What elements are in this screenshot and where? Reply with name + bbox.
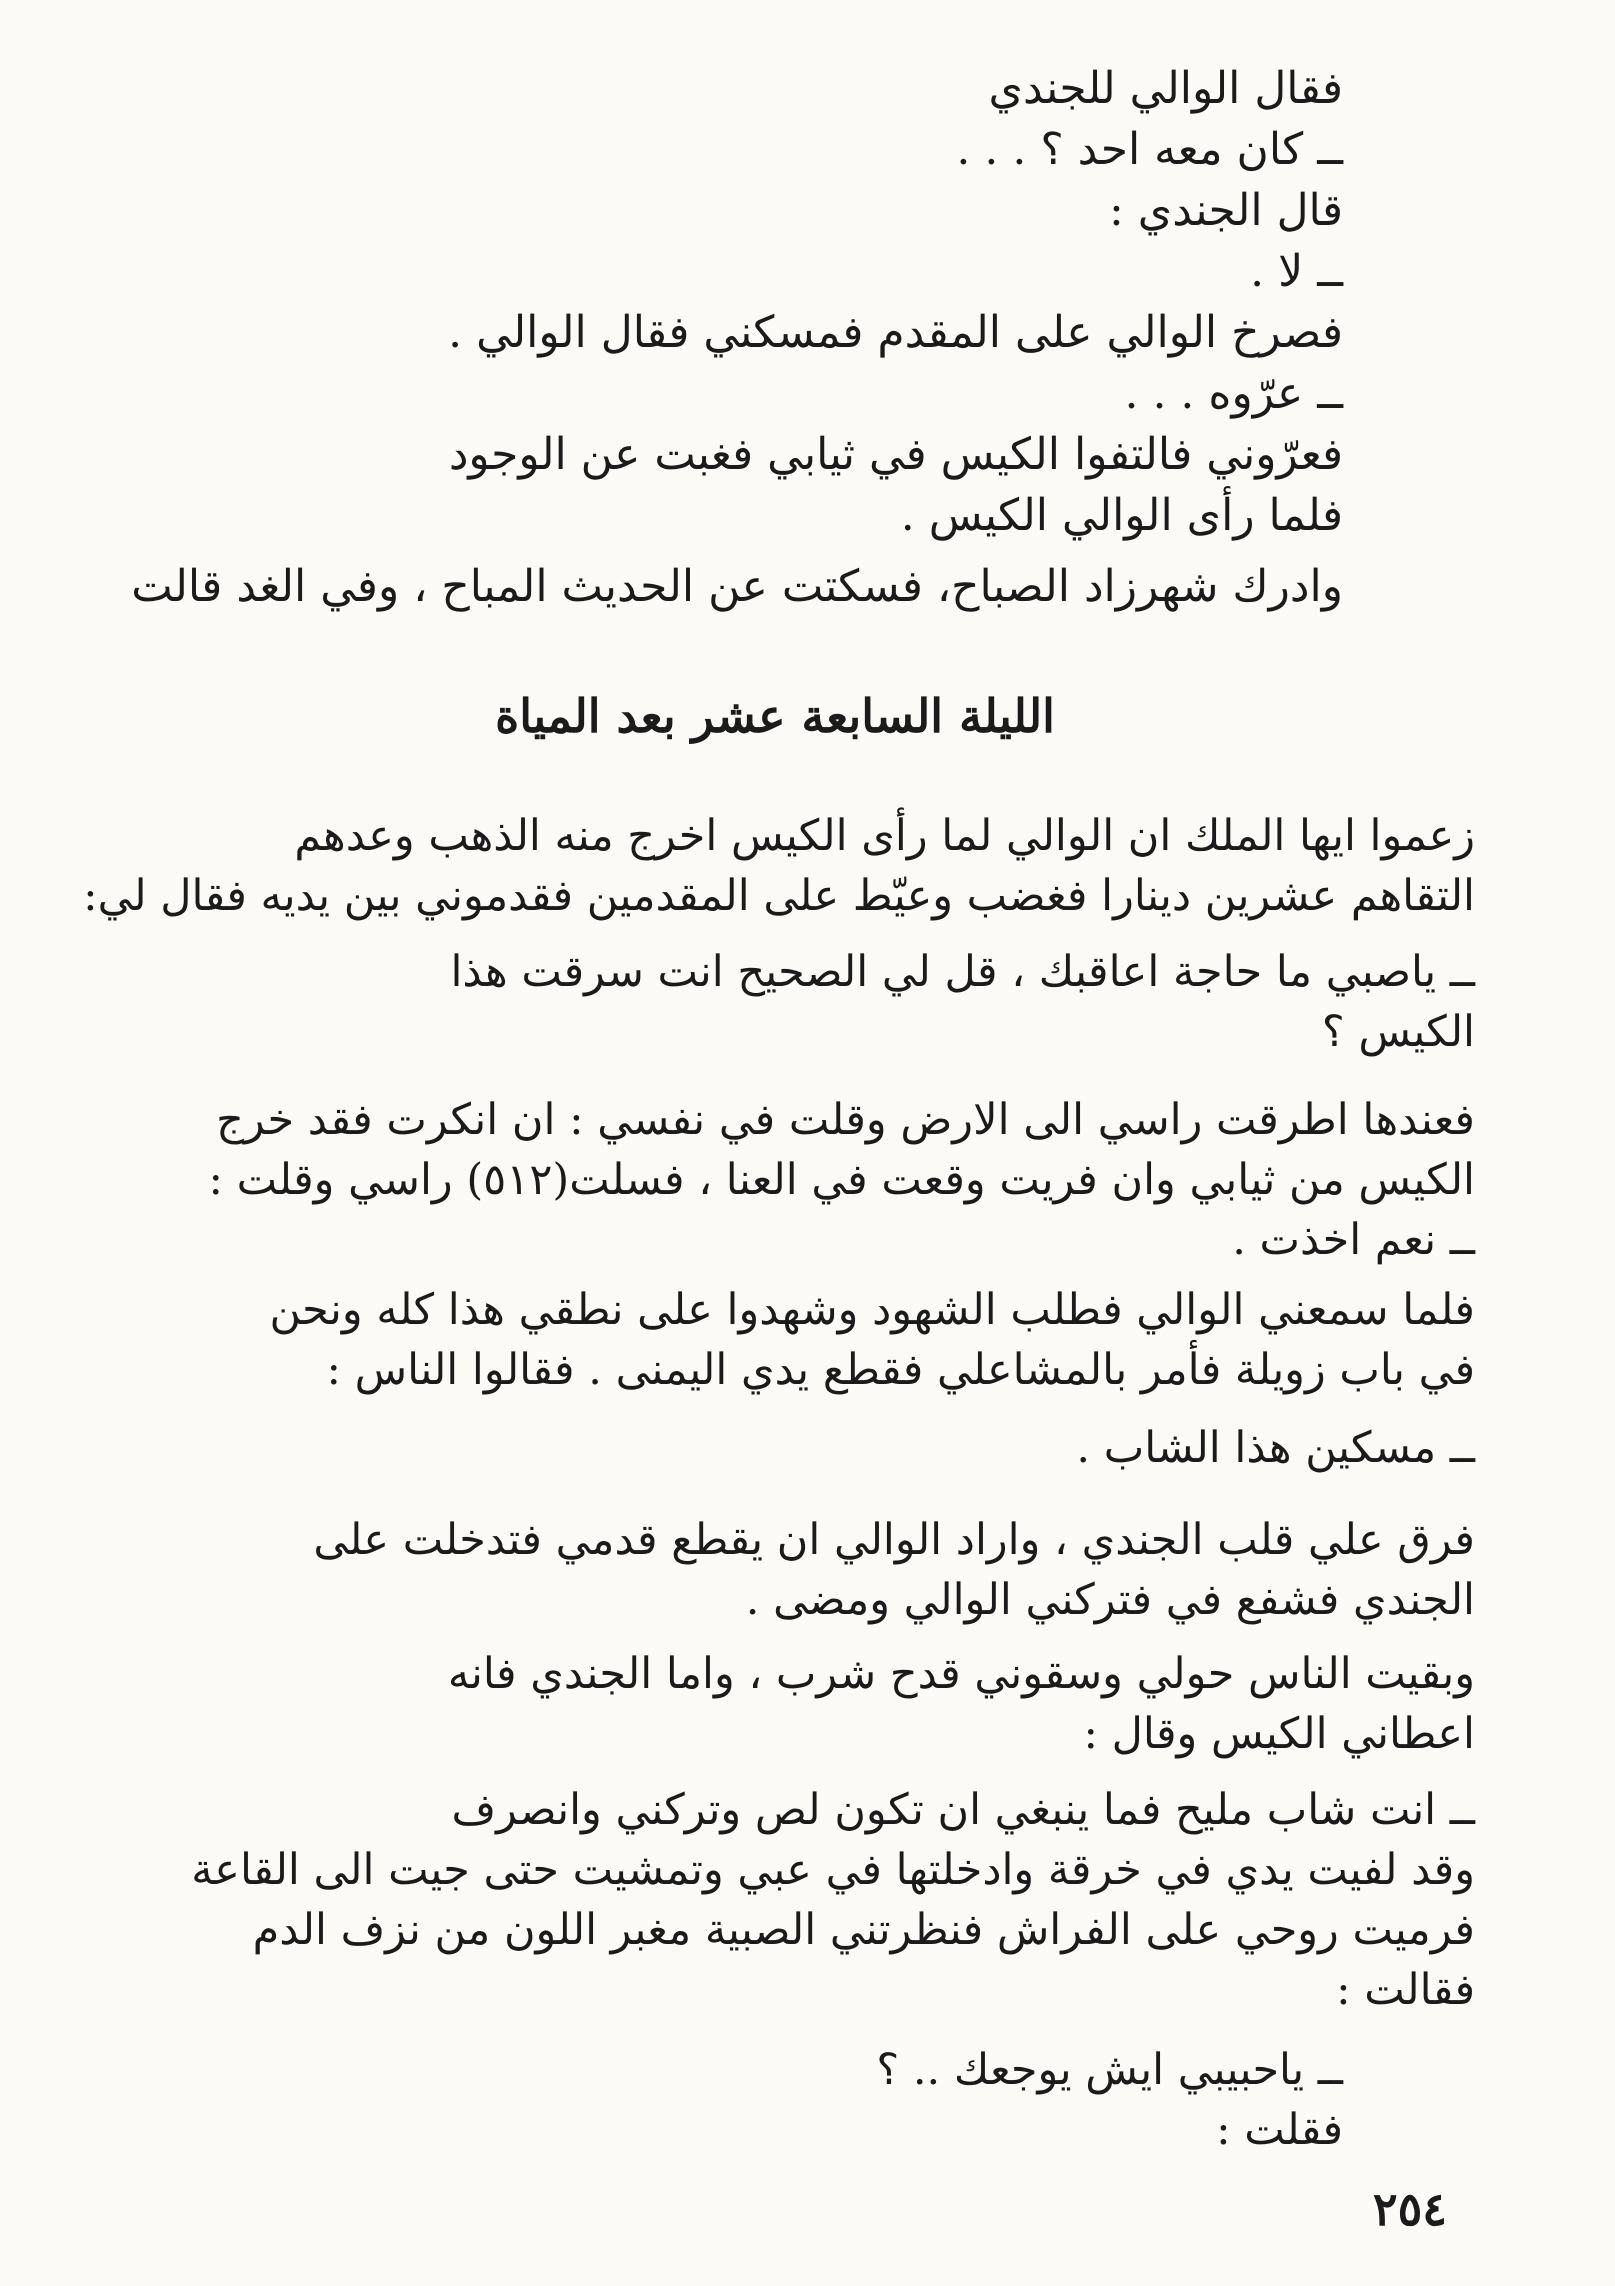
paragraph	[145, 1090, 1475, 1270]
text-line: فقلت :	[1216, 2105, 1343, 2155]
text-line: وقد لفيت يدي في خرقة وادخلتها في عبي وتمشيت حتى جيت الى القاعة	[191, 1845, 1475, 1895]
text-line: فقالت :	[1336, 1965, 1475, 2015]
text-line: فرق علي قلب الجندي ، واراد الوالي ان يقطع قدمي فتدخلت على	[313, 1515, 1475, 1565]
text-line: ــ ياصبي ما حاجة اعاقبك ، قل لي الصحيح انت سرقت هذا	[450, 947, 1475, 997]
paragraph	[145, 1644, 1475, 1764]
text-line: الكيس من ثيابي وان فريت وقعت في العنا ، فسلت(٥١٢) راسي وقلت :	[208, 1155, 1475, 1205]
paragraph	[13, 2040, 1343, 2160]
text-line: قال الجندي :	[1108, 185, 1343, 236]
paragraph	[83, 806, 1475, 926]
text-line: ــ لا .	[1250, 246, 1343, 297]
text-line: اعطاني الكيس وقال :	[1083, 1709, 1475, 1759]
text-line: في باب زويلة فأمر بالمشاعلي فقطع يدي اليمنى . فقالوا الناس :	[326, 1345, 1475, 1395]
text-line: ــ مسكين هذا الشاب .	[1076, 1423, 1475, 1473]
text-line: وادرك شهرزاد الصباح، فسكتت عن الحديث المباح ، وفي الغد قالت	[131, 561, 1343, 612]
paragraph	[145, 1510, 1475, 1630]
chapter-title: الليلة السابعة عشر بعد المياة	[495, 689, 1055, 743]
text-line: ــ كان معه احد ؟ . . .	[956, 124, 1343, 175]
text-line: فرميت روحي على الفراش فنظرتني الصبية مغبر اللون من نزف الدم	[252, 1905, 1475, 1955]
paragraph	[145, 1418, 1475, 1478]
text-line: الجندي فشفع في فتركني الوالي ومضى .	[745, 1575, 1475, 1625]
text-line: ــ ياحبيبي ايش يوجعك .. ؟	[876, 2045, 1343, 2095]
page-number: ٢٥٤	[1372, 2182, 1447, 2236]
text-line: ــ انت شاب مليح فما ينبغي ان تكون لص وتركني وانصرف	[451, 1785, 1475, 1835]
text-line: فقال الوالي للجندي	[988, 63, 1343, 114]
text-line: فعرّوني فالتفوا الكيس في ثيابي فغبت عن الوجود	[448, 429, 1343, 480]
text-line: ــ نعم اخذت .	[1232, 1215, 1475, 1265]
paragraph	[145, 942, 1475, 1062]
text-line: فصرخ الوالي على المقدم فمسكني فقال الوالي .	[448, 307, 1343, 358]
text-line: فلما سمعني الوالي فطلب الشهود وشهدوا على نطقي هذا كله ونحن	[269, 1285, 1475, 1335]
paragraph	[145, 1780, 1475, 2020]
text-line: ــ عرّوه . . .	[1124, 368, 1343, 419]
text-line: وبقيت الناس حولي وسقوني قدح شرب ، واما الجندي فانه	[447, 1649, 1475, 1699]
text-line: التقاهم عشرين دينارا فغضب وعيّط على المقدمين فقدموني بين يديه فقال لي:	[83, 871, 1475, 921]
dialogue-block	[131, 58, 1343, 617]
text-line: زعموا ايها الملك ان الوالي لما رأى الكيس اخرج منه الذهب وعدهم	[294, 811, 1475, 861]
paragraph	[145, 1280, 1475, 1400]
text-line: فعندها اطرقت راسي الى الارض وقلت في نفسي : ان انكرت فقد خرج	[216, 1095, 1475, 1145]
text-line: الكيس ؟	[1321, 1007, 1475, 1057]
text-line: فلما رأى الوالي الكيس .	[900, 490, 1343, 541]
